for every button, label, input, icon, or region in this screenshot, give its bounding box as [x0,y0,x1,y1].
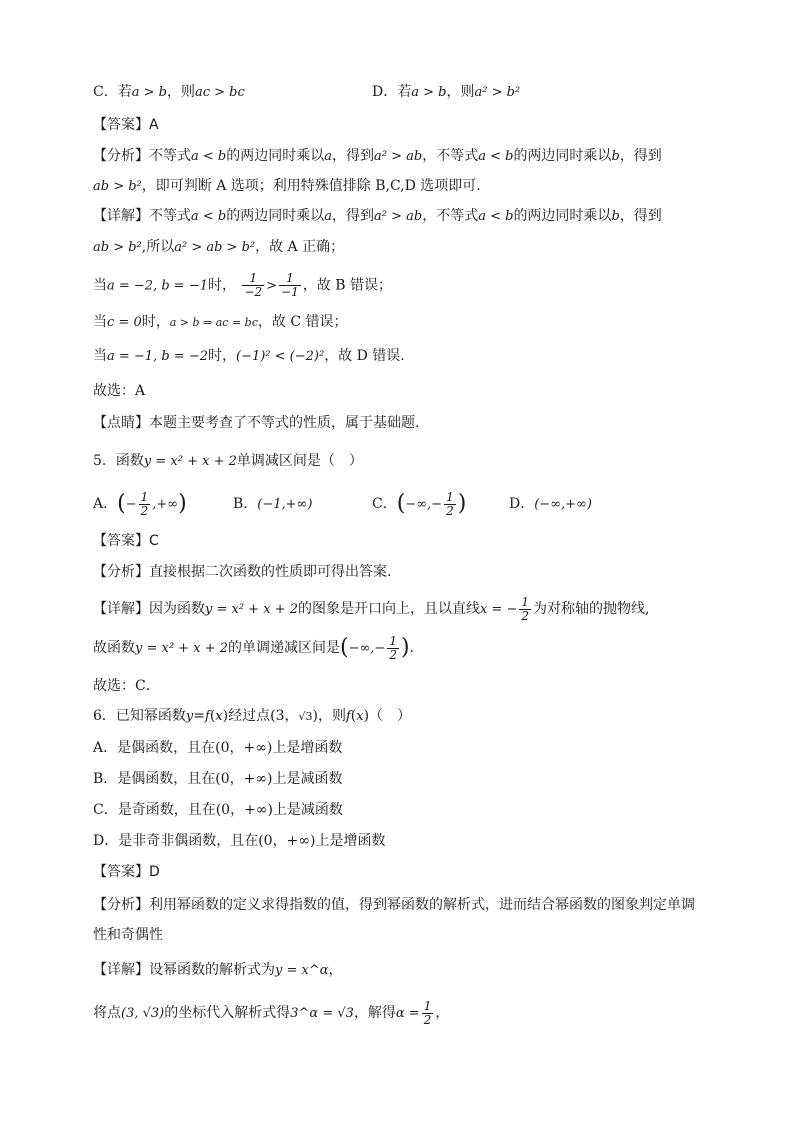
q6-option-b: B．是偶函数，且在(0，+∞)上是减函数 [93,771,343,787]
q5-choose: 故选：C． [93,678,160,694]
numerator: 1 [279,272,301,286]
text: 的两边同时乘以 [226,148,325,164]
denominator: −1 [281,285,299,299]
text: 当 [93,314,107,330]
q5-stem [93,451,714,472]
text: 的单调递减区间是 [227,640,340,656]
analysis-tag: 【分析】 [93,564,149,580]
text: ，故 A 正确； [255,239,345,255]
option-b-label: B． [233,496,258,512]
option-a-label: A． [93,496,118,512]
denominator: 2 [446,503,454,518]
text: ，故 C 错误； [257,314,348,330]
text: 的图象是开口向上，且以直线 [297,601,480,617]
math-expr: a > b [411,85,447,100]
q6-answer: 【答案】D [93,864,160,880]
math-expr: ,+∞ [152,497,179,512]
q4-case-c [93,312,714,333]
text: 故函数 [93,640,135,656]
text: ，则 [166,84,195,100]
fraction [444,491,456,518]
math-expr: a = −2, b = −1 [107,278,208,294]
math-expr: a² > ab [374,209,423,224]
text: ， [435,1005,450,1021]
math-expr: f [205,709,210,724]
text: 不等式 [149,148,191,164]
detail-tag: 【详解】 [93,208,149,224]
math-expr: x = − [479,602,518,617]
detail-tag: 【详解】 [93,962,149,978]
text: ，得到 [619,148,662,164]
text: 利用幂函数的定义求得指数的值，得到幂函数的解析式，进而结合幂函数的图象判定单调 [149,897,695,913]
q6-option-a: A．是偶函数，且在(0，+∞)上是增函数 [93,740,343,756]
text: ，不等式 [422,148,479,164]
math-expr: √3 [298,710,313,723]
text: 因为函数 [149,601,205,617]
text: 不等式 [149,208,191,224]
math-expr: a < b [478,209,514,224]
math-expr: 3^α = √3 [290,1006,354,1021]
math-expr: y = x² + x + 2 [135,641,228,656]
math-expr: x [215,709,223,724]
paren: ( [117,491,126,516]
text: 直接根据二次函数的性质即可得出答案. [149,564,392,580]
q6-analysis-line-1 [93,895,714,915]
q5-option-b [233,494,312,515]
q5-analysis [93,562,714,582]
question-number: 5．函数 [93,453,144,469]
denominator: −2 [244,285,263,299]
math-expr: ac > bc [194,85,245,100]
paren: ) [457,491,467,516]
text: ，故 D 错误. [324,348,405,364]
q4-option-d-label: D．若 [372,84,412,100]
q6-option-d: D．是非奇非偶函数，且在(0，+∞)上是增函数 [93,833,386,849]
text: ( [209,708,216,724]
q5-detail-line-2 [93,633,714,663]
math-expr: b [611,149,620,164]
denominator: 2 [389,647,397,662]
text: ，得到 [619,208,662,224]
math-expr: y [185,709,194,724]
text: 的两边同时乘以 [513,208,612,224]
q4-case-b [93,272,714,299]
q5-option-c [372,490,466,518]
text: 时， [207,277,236,294]
text: ， [328,962,343,978]
q4-answer: 【答案】A [93,117,159,133]
text: ( [350,708,357,724]
text: ，得到 [332,208,374,224]
numerator: 1 [242,272,264,286]
text: 的两边同时乘以 [513,148,612,164]
text: ，故 B 错误； [302,277,392,294]
math-expr: (3, √3) [121,1006,165,1021]
math-expr: c = 0 [107,315,142,330]
question-number: 6．已知幂函数 [93,708,186,724]
fraction [139,491,151,518]
denominator: 2 [423,1012,432,1027]
math-expr: (−∞,+∞) [534,497,592,512]
math-expr: y = x² + x + 2 [143,454,237,469]
q4-analysis-line-2 [93,176,714,197]
text: )经过点(3， [222,708,299,724]
math-expr: a < b [478,149,514,164]
math-expr: > [266,278,278,294]
q4-detail-line-1 [93,206,714,227]
analysis-tag: 【分析】 [93,148,149,164]
q6-stem [93,706,714,727]
text: 时， [207,348,236,364]
q6-option-c: C．是奇函数，且在(0，+∞)上是减函数 [93,802,343,818]
text: )（ ） [363,708,412,724]
numerator: 1 [389,633,397,648]
text: ，得到 [332,148,374,164]
math-expr: a² > ab [374,149,423,164]
text: ，则 [446,84,475,100]
fraction [279,272,301,299]
math-expr: b [611,209,620,224]
math-expr: f [345,709,351,724]
paren: ) [400,635,410,660]
fraction [422,1000,434,1027]
analysis-tag: 【分析】 [93,897,149,913]
text: = [193,708,206,724]
q4-option-d [372,82,520,103]
math-expr: a = −1, b = −2 [107,349,208,364]
text: ,所以 [141,239,175,255]
text: )，则 [312,708,346,724]
q4-comment [93,413,714,433]
math-expr: a² > ab > b² [174,240,256,255]
text: 时， [141,314,170,330]
option-d-label: D． [509,496,535,512]
text: 为对称轴的抛物线, [533,601,650,617]
text: ，不等式 [422,208,479,224]
text: ，解得 [353,1005,396,1021]
q4-option-c-label: C．若 [93,84,132,100]
q4-detail-line-2 [93,237,714,258]
text: 当 [93,277,107,294]
math-expr: y = x² + x + 2 [205,602,298,617]
paren: ( [339,635,349,660]
denominator: 2 [140,503,149,518]
q5-option-d [509,494,592,515]
paren: ) [178,491,187,516]
math-expr: a² > b² [474,85,521,100]
fraction [242,272,264,299]
math-expr: a < b [191,149,227,164]
text: 的坐标代入解析式得 [164,1005,291,1021]
comment-tag: 【点睛】 [93,415,149,431]
math-expr: (−1)² < (−2)² [235,349,325,364]
q5-answer: 【答案】C [93,533,159,549]
math-expr: x [356,709,364,724]
text: 单调减区间是（ ） [236,453,363,469]
text: 本题主要考查了不等式的性质，属于基础题. [149,415,420,431]
q6-detail-line-1 [93,960,714,981]
text: . [409,640,414,656]
math-expr: ab > b² [93,240,142,255]
detail-tag: 【详解】 [93,601,149,617]
math-expr: −∞,− [348,641,386,656]
math-expr: a > b ⇒ ac = bc [169,316,258,329]
math-expr: − [125,497,137,512]
q4-analysis-line-1 [93,146,714,167]
option-c-label: C． [372,496,397,512]
math-expr: α = [395,1006,420,1021]
numerator: 1 [446,489,454,504]
q6-detail-line-2 [93,997,714,1029]
math-expr: y = x^α [275,963,329,978]
text: 当 [93,348,107,364]
math-expr: a [324,149,332,164]
text: ，即可判断 A 选项；利用特殊值排除 B,C,D 选项即可. [141,178,481,194]
math-expr: a > b [131,85,167,100]
q4-case-d [93,346,714,367]
fraction [519,596,531,623]
paren: ( [396,491,406,516]
text: 的两边同时乘以 [226,208,325,224]
q6-analysis-line-2: 性和奇偶性 [93,927,163,943]
numerator: 1 [423,998,432,1013]
fraction [387,635,399,662]
text: 设幂函数的解析式为 [149,962,275,978]
math-expr: a [324,209,332,224]
math-expr: −∞,− [405,497,443,512]
q5-detail-line-1 [93,594,714,624]
denominator: 2 [521,608,529,623]
numerator: 1 [140,489,149,504]
math-expr: (−1,+∞) [257,497,313,512]
text: 将点 [93,1005,121,1021]
math-expr: ab > b² [93,179,142,194]
q4-choose: 故选：A [93,383,146,399]
numerator: 1 [521,594,529,609]
math-expr: a < b [191,209,227,224]
